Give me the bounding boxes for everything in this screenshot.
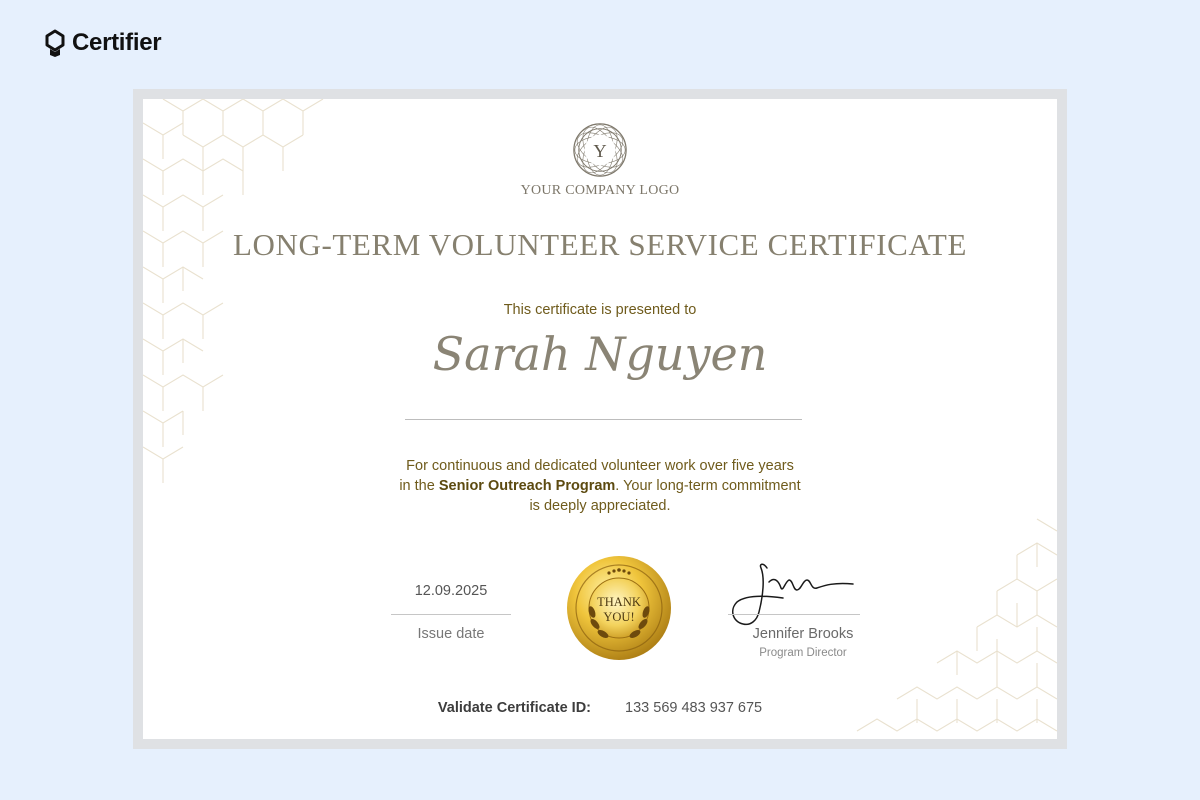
presented-to-text: This certificate is presented to [503,302,697,318]
program-name: Senior Outreach Program [438,478,616,494]
signature-graphic [723,556,863,636]
certificate-title: LONG-TERM VOLUNTEER SERVICE CERTIFICATE [232,227,968,262]
validate-label: Validate Certificate ID: [437,700,591,716]
name-divider [405,419,802,420]
signature-divider [728,614,860,615]
certificate-frame [133,89,1067,749]
description-line-1: For continuous and dedicated volunteer work over five years [406,458,794,474]
issue-date-label: Issue date [417,626,485,642]
certificate-description [143,456,1057,516]
company-logo-seal [571,121,629,179]
certifier-brand[interactable] [44,28,161,58]
medal-text: THANK YOU! [597,595,641,624]
certificate-id[interactable]: 133 569 483 937 675 [625,700,763,716]
description-line-2: in the Senior Outreach Program. Your long-term commitment [399,478,801,494]
company-logo [143,121,1057,199]
issue-date-divider [391,614,511,615]
certifier-logo-icon [44,28,66,58]
recipient-name: Sarah Nguyen [432,327,768,381]
signer-role: Program Director [759,647,847,659]
description-line-3: is deeply appreciated. [529,498,671,514]
company-logo-text: YOUR COMPANY LOGO [520,183,680,198]
certificate [143,99,1057,739]
brand-name: Certifier [72,29,162,56]
issue-date-value: 12.09.2025 [414,583,488,599]
logo-initial: Y [593,140,607,161]
validation-row [143,700,1057,716]
signer-name: Jennifer Brooks [752,626,854,642]
